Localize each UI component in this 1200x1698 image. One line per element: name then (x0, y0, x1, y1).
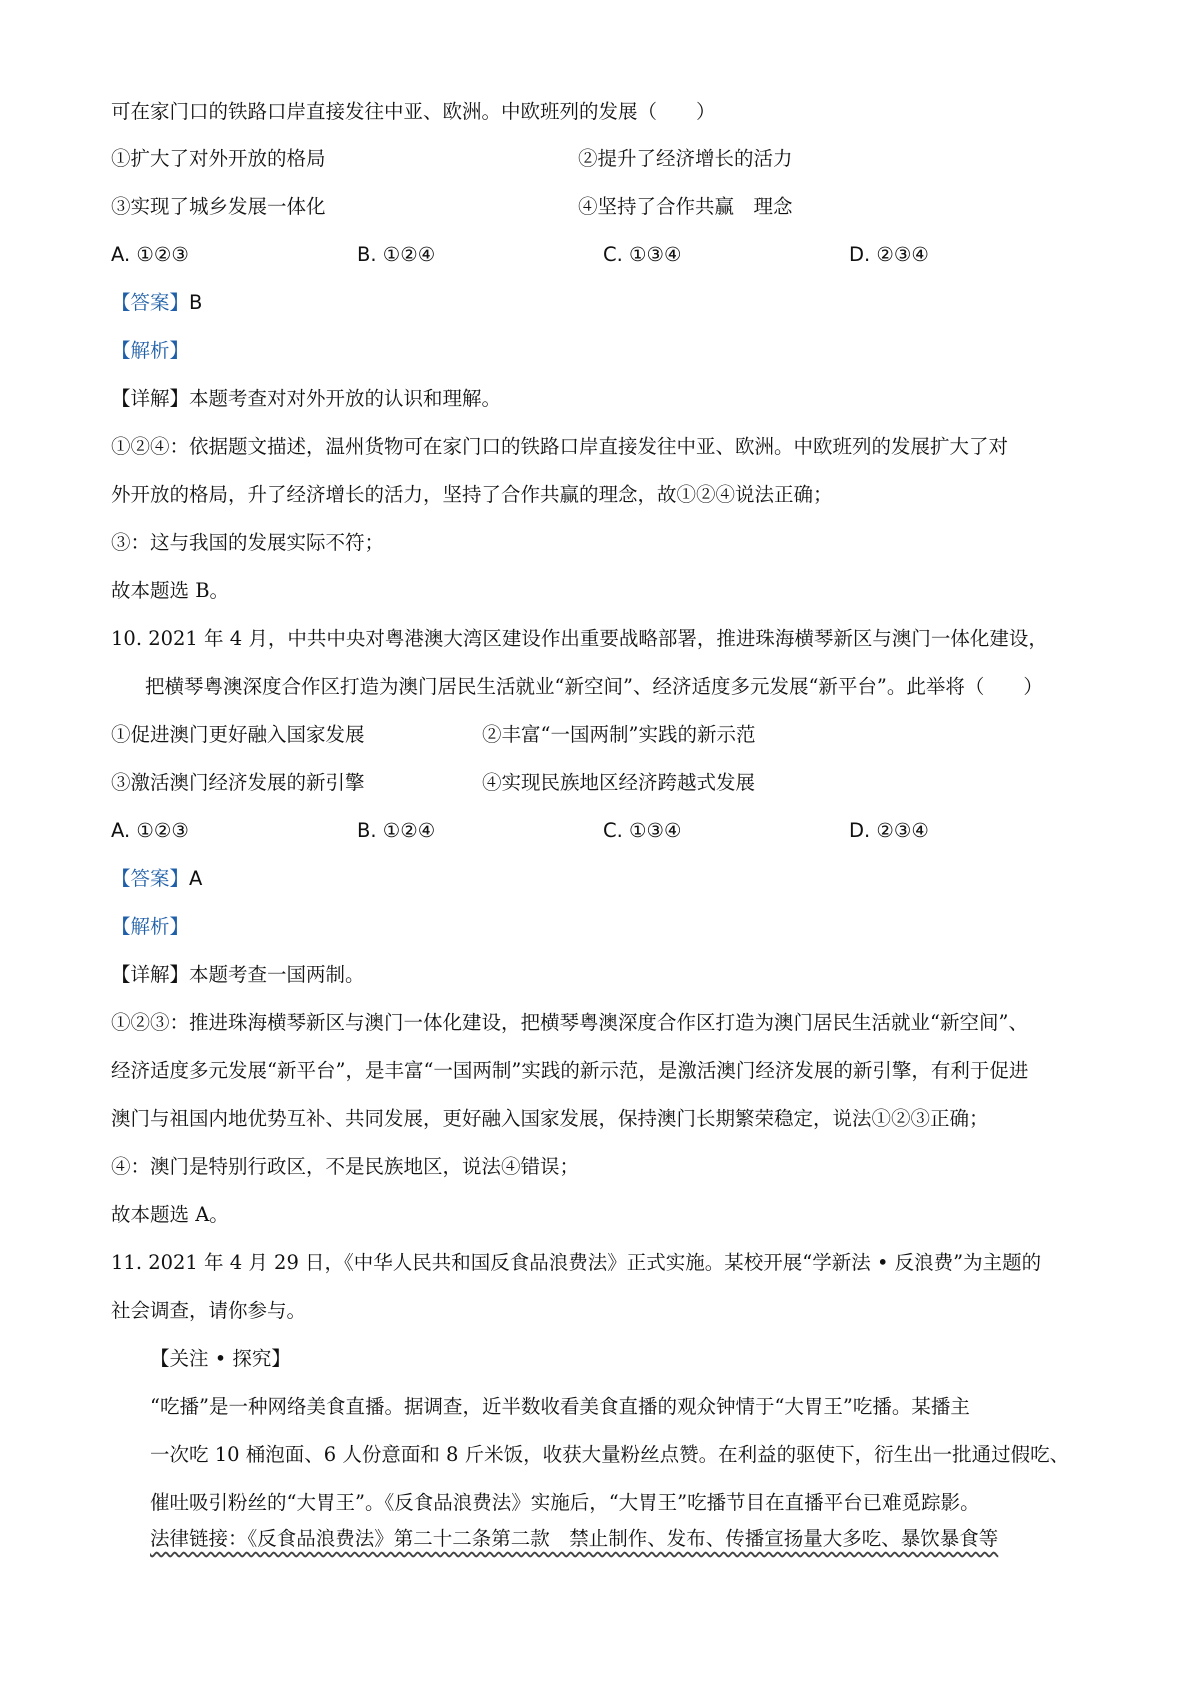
q10-statement-4: ④实现民族地区经济跨越式发展 (482, 771, 756, 794)
q9-explanation-3: ③：这与我国的发展实际不符； (111, 531, 385, 554)
q10-statement-2: ②丰富“一国两制”实践的新示范 (482, 723, 756, 746)
q9-detail: 【详解】本题考查对对外开放的认识和理解。 (111, 387, 502, 410)
q9-choice-a: A. ①②③ (111, 243, 189, 266)
q10-answer-tag: 【答案】 (111, 867, 190, 890)
q11-body-1: “吃播”是一种网络美食直播。据调查，近半数收看美食直播的观众钟情于“大胃王”吃播。某播主 (150, 1395, 970, 1418)
q9-statement-1: ①扩大了对外开放的格局 (111, 147, 326, 170)
q10-choice-c: C. ①③④ (603, 819, 682, 842)
q9-statement-3: ③实现了城乡发展一体化 (111, 195, 326, 218)
q9-conclusion: 故本题选 B。 (111, 579, 230, 602)
q9-choice-b: B. ①②④ (357, 243, 436, 266)
q10-choice-d: D. ②③④ (849, 819, 929, 842)
q9-answer-value: B (189, 291, 203, 314)
q9-choice-c: C. ①③④ (603, 243, 682, 266)
q9-choice-d: D. ②③④ (849, 243, 929, 266)
q10-statement-1: ①促进澳门更好融入国家发展 (111, 723, 365, 746)
q9-analysis-tag: 【解析】 (111, 339, 190, 362)
q9-answer-line (111, 289, 202, 317)
q11-body-2: 一次吃 10 桶泡面、6 人份意面和 8 斤米饭，收获大量粉丝点赞。在利益的驱使下，衍生出一批通过假吃、 (150, 1443, 1070, 1466)
q9-explanation-1: ①②④：依据题文描述，温州货物可在家门口的铁路口岸直接发往中亚、欧洲。中欧班列的发展扩大了对 (111, 435, 1009, 458)
q9-statement-4: ④坚持了合作共赢 理念 (578, 195, 793, 218)
q10-stem-1: 10. 2021 年 4 月，中共中央对粤港澳大湾区建设作出重要战略部署，推进珠海横琴新区与澳门一体化建设， (111, 627, 1048, 650)
q10-answer-line (111, 865, 202, 893)
q10-choice-a: A. ①②③ (111, 819, 189, 842)
q11-body-3: 催吐吸引粉丝的“大胃王”。《反食品浪费法》实施后，“大胃王”吃播节目在直播平台已难觅踪影。 (150, 1491, 980, 1514)
q10-answer-value: A (189, 867, 203, 890)
q10-detail: 【详解】本题考查一国两制。 (111, 963, 365, 986)
q10-conclusion: 故本题选 A。 (111, 1203, 229, 1226)
q11-stem-1: 11. 2021 年 4 月 29 日，《中华人民共和国反食品浪费法》正式实施。某校开展“学新法 • 反浪费”为主题的 (111, 1251, 1042, 1274)
q9-statement-2: ②提升了经济增长的活力 (578, 147, 793, 170)
q9-stem-tail: 可在家门口的铁路口岸直接发往中亚、欧洲。中欧班列的发展（ ） (111, 100, 716, 123)
q11-stem-2: 社会调查，请你参与。 (111, 1299, 307, 1322)
q10-explanation-4: ④：澳门是特别行政区，不是民族地区，说法④错误； (111, 1155, 580, 1178)
q11-law-link: 法律链接：《反食品浪费法》第二十二条第二款 禁止制作、发布、传播宣扬量大多吃、暴饮暴食等 (150, 1527, 999, 1550)
q10-stem-2: 把横琴粤澳深度合作区打造为澳门居民生活就业“新空间”、经济适度多元发展“新平台”。此举将（ ） (145, 675, 1043, 698)
q10-choice-b: B. ①②④ (357, 819, 436, 842)
q10-explanation-1: ①②③：推进珠海横琴新区与澳门一体化建设，把横琴粤澳深度合作区打造为澳门居民生活就业“新空间”、 (111, 1011, 1028, 1034)
q10-explanation-3: 澳门与祖国内地优势互补、共同发展，更好融入国家发展，保持澳门长期繁荣稳定，说法①②③正确； (111, 1107, 989, 1130)
q9-answer-tag: 【答案】 (111, 291, 190, 314)
q10-explanation-2: 经济适度多元发展“新平台”，是丰富“一国两制”实践的新示范，是激活澳门经济发展的新引擎，有利于促进 (111, 1059, 1029, 1082)
q11-section-heading: 【关注 • 探究】 (150, 1347, 291, 1370)
q10-analysis-tag: 【解析】 (111, 915, 190, 938)
q9-explanation-2: 外开放的格局，升了经济增长的活力，坚持了合作共赢的理念，故①②④说法正确； (111, 483, 833, 506)
q10-statement-3: ③激活澳门经济发展的新引擎 (111, 771, 365, 794)
